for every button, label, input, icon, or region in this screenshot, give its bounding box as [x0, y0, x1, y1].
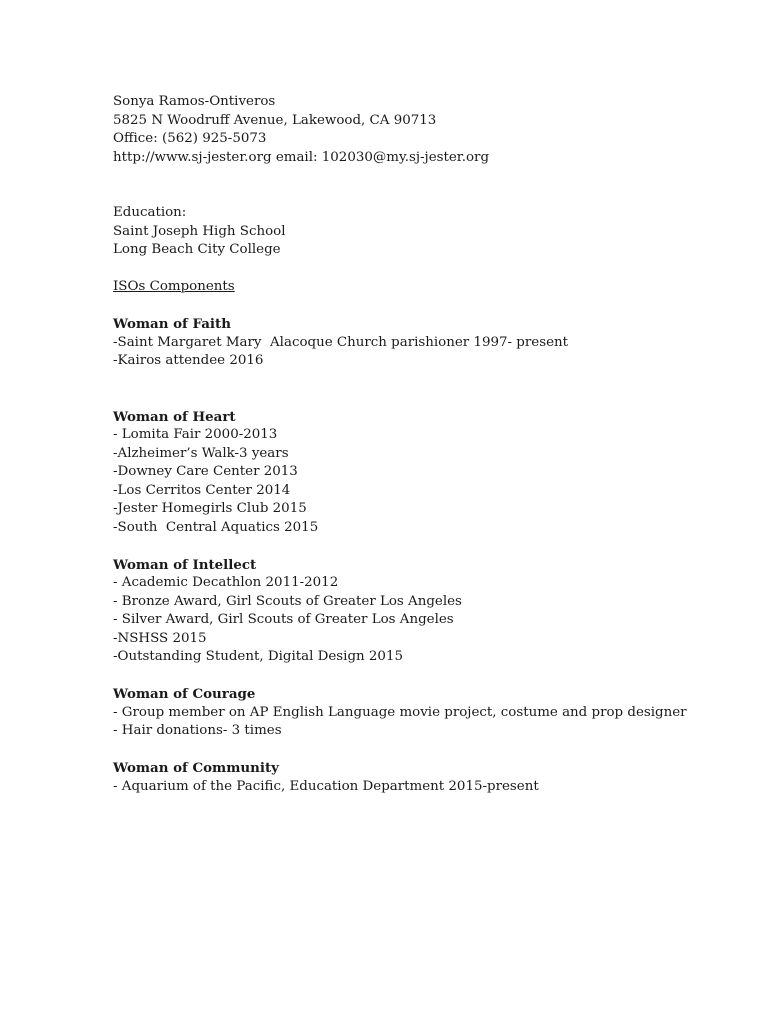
- list-item: -Outstanding Student, Digital Design 2015: [113, 649, 403, 664]
- spacer: [113, 741, 733, 760]
- contact-name: Sonya Ramos-Ontiveros: [113, 94, 276, 109]
- list-item: -NSHSS 2015: [113, 630, 207, 646]
- section-woman-of-courage: [113, 685, 733, 741]
- spacer: [113, 667, 733, 686]
- list-item: - Group member on AP English Language movie project, costume and prop designer: [113, 704, 687, 720]
- section-woman-of-community: [113, 759, 733, 796]
- resume-document: [113, 93, 733, 796]
- list-item: -Jester Homegirls Club 2015: [113, 501, 307, 516]
- list-item: -Saint Margaret Mary Alacoque Church parishioner 1997- present: [113, 334, 569, 350]
- education-block: [113, 204, 733, 260]
- section-heading: Woman of Faith: [113, 316, 231, 332]
- spacer: [113, 537, 733, 556]
- section-heading: Woman of Courage: [113, 686, 256, 702]
- list-item: - Academic Decathlon 2011-2012: [113, 575, 339, 590]
- list-item: -South Central Aquatics 2015: [113, 519, 319, 535]
- spacer: [113, 371, 733, 408]
- list-item: - Silver Award, Girl Scouts of Greater Los Angeles: [113, 612, 454, 627]
- isos-components-title: ISOs Components: [113, 279, 235, 294]
- section-heading: Woman of Community: [113, 760, 279, 776]
- education-label: Education:: [113, 205, 187, 220]
- contact-block: [113, 93, 733, 167]
- spacer: [113, 167, 733, 204]
- section-heading: Woman of Heart: [113, 408, 236, 425]
- list-item: - Lomita Fair 2000-2013: [113, 427, 278, 442]
- spacer: [113, 297, 733, 316]
- list-item: - Hair donations- 3 times: [113, 723, 282, 738]
- section-woman-of-intellect: [113, 556, 733, 667]
- contact-address: 5825 N Woodruff Avenue, Lakewood, CA 90713: [113, 112, 437, 128]
- section-woman-of-heart: [113, 408, 733, 538]
- list-item: -Kairos attendee 2016: [113, 353, 264, 368]
- list-item: - Bronze Award, Girl Scouts of Greater Los Angeles: [113, 593, 462, 609]
- education-school: Saint Joseph High School: [113, 223, 286, 239]
- list-item: - Aquarium of the Pacific, Education Department 2015-present: [113, 778, 539, 794]
- list-item: -Alzheimer’s Walk-3 years: [113, 445, 289, 461]
- spacer: [113, 260, 733, 279]
- list-item: -Downey Care Center 2013: [113, 464, 298, 479]
- section-woman-of-faith: [113, 315, 733, 371]
- education-school: Long Beach City College: [113, 242, 281, 257]
- section-heading: Woman of Intellect: [113, 556, 257, 573]
- contact-web-email: http://www.sj-jester.org email: 102030@my.sj-jester.org: [113, 149, 490, 165]
- contact-office-phone: Office: (562) 925-5073: [113, 131, 267, 146]
- list-item: -Los Cerritos Center 2014: [113, 482, 291, 498]
